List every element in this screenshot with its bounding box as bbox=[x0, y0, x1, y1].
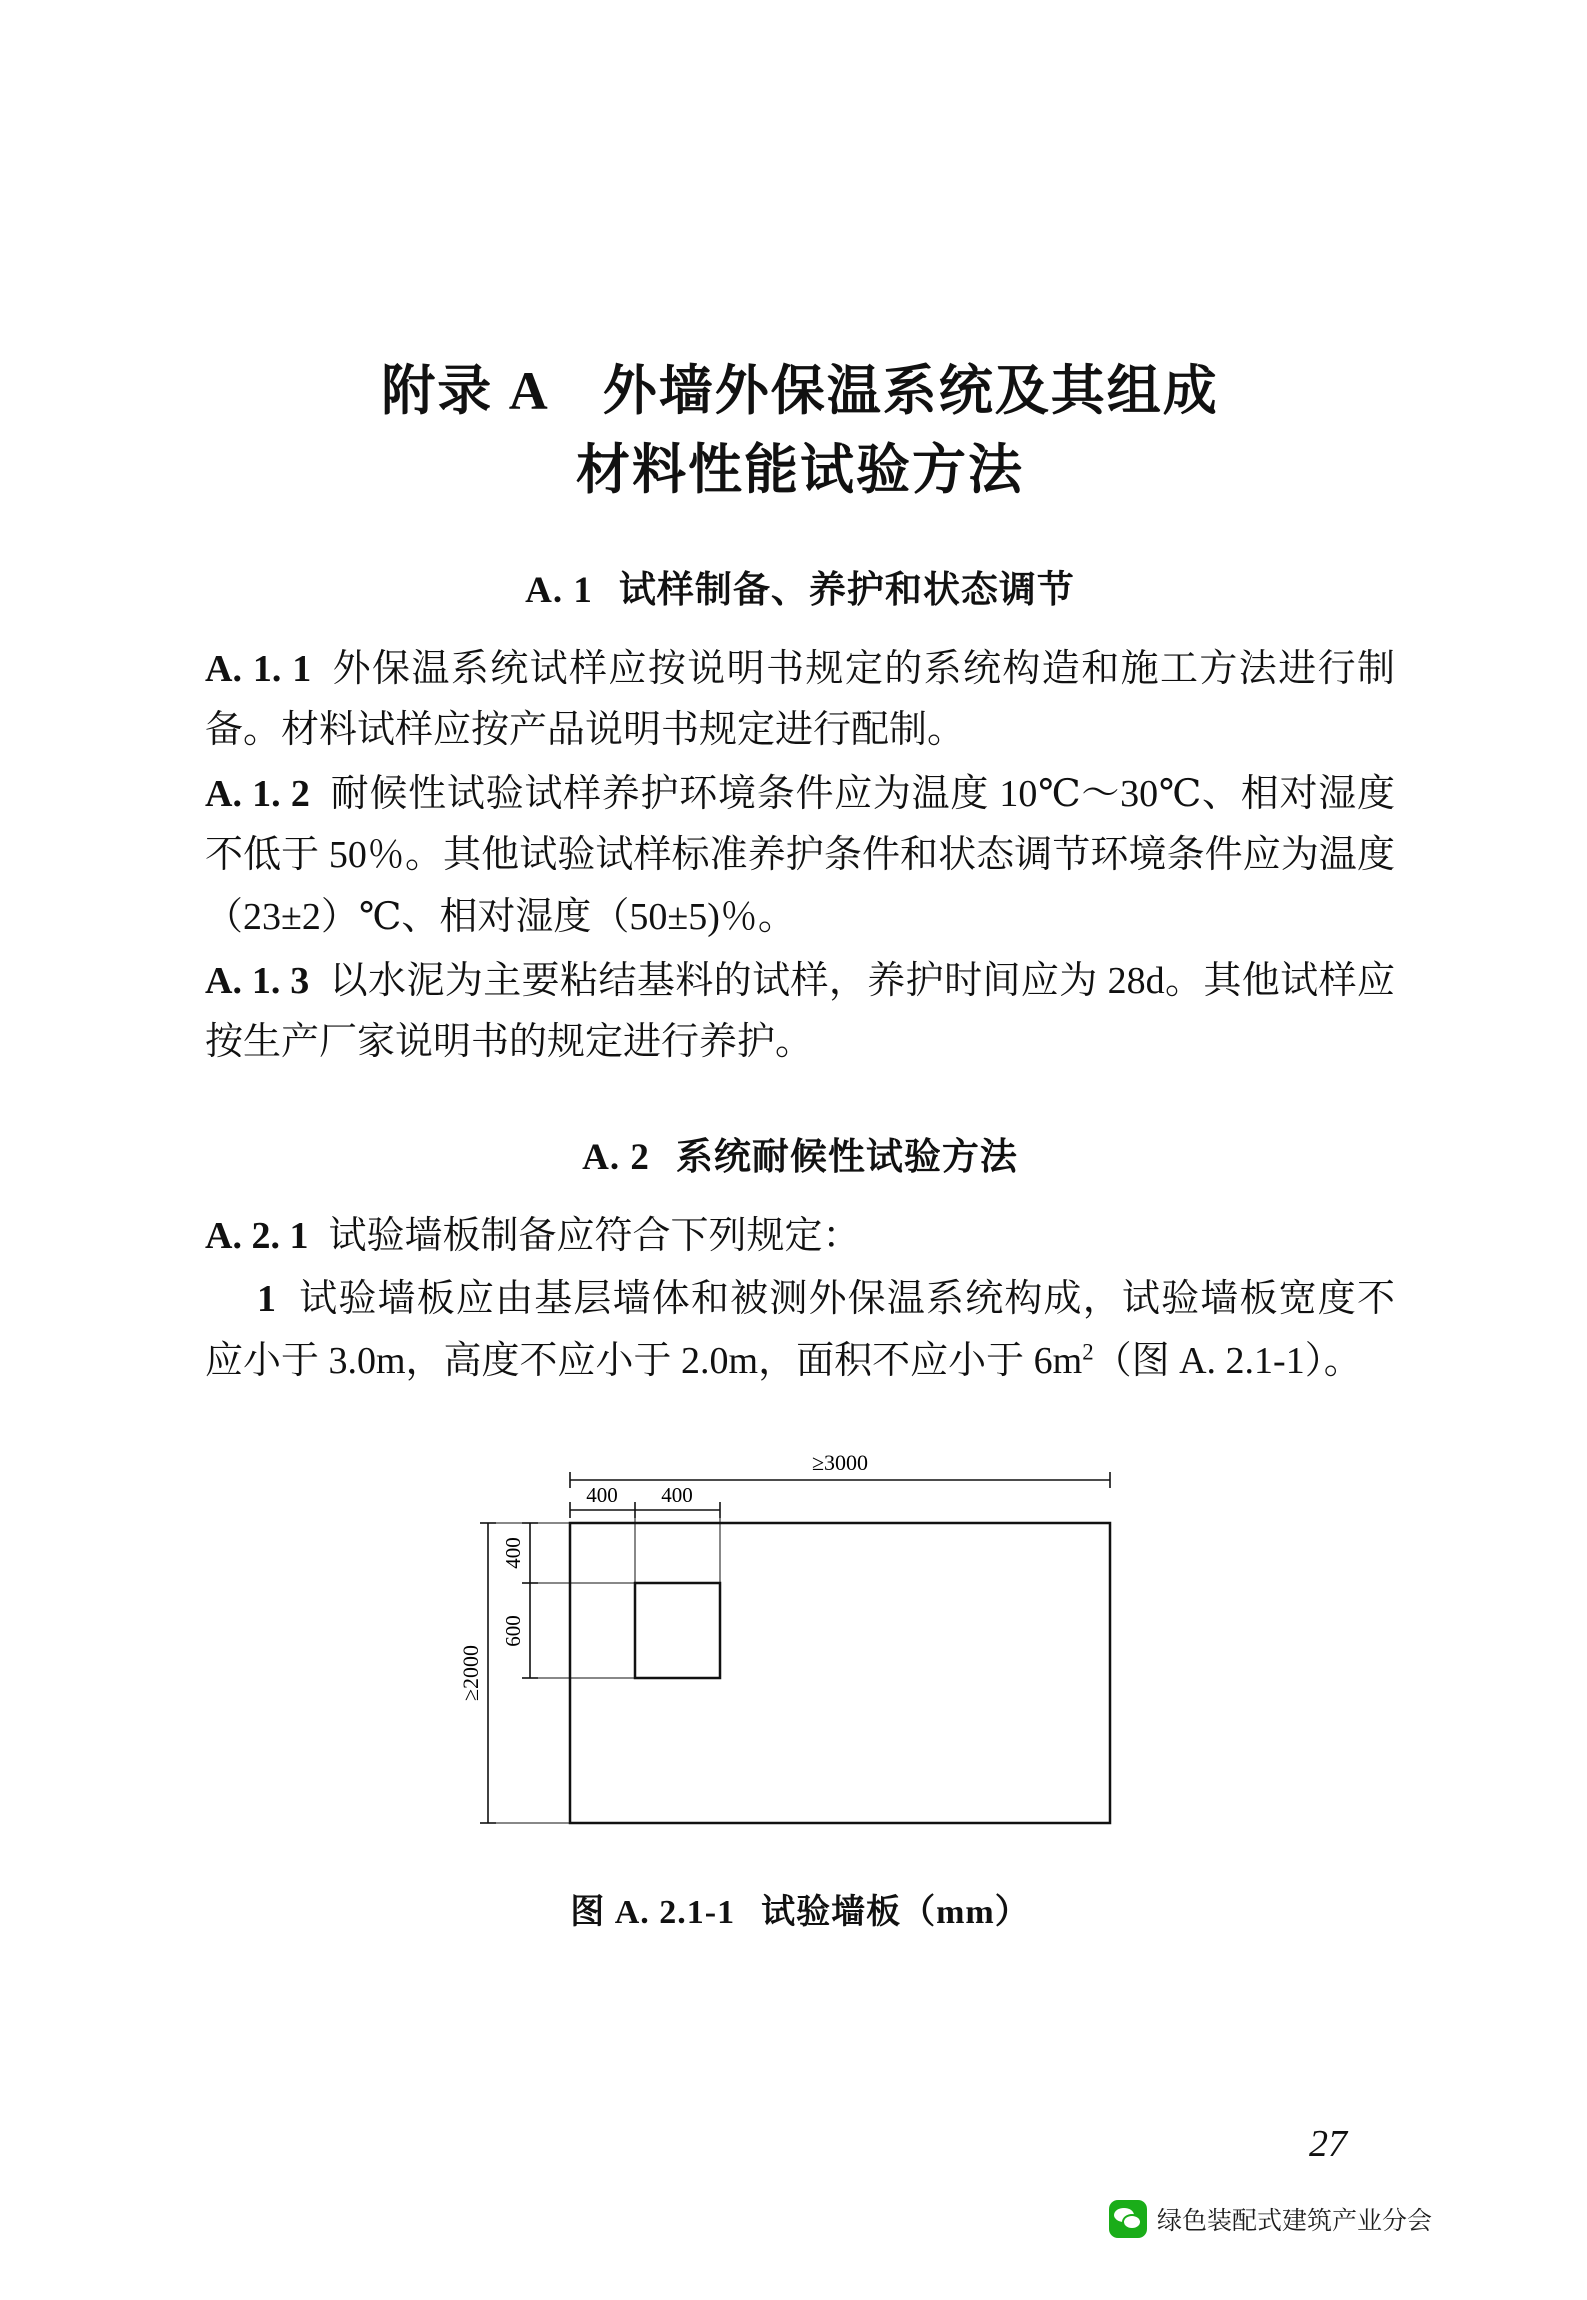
clause-number-a-1-1: A. 1. 1 bbox=[205, 647, 312, 690]
section-heading-a1 bbox=[205, 559, 1395, 613]
footer-badge bbox=[1109, 2200, 1432, 2238]
dim-label-top-400-a: 400 bbox=[586, 1483, 618, 1508]
subclause-1 bbox=[205, 1269, 1395, 1392]
clause-text-a-2-1: 试验墙板制备应符合下列规定： bbox=[328, 1214, 861, 1257]
dim-label-left-400: 400 bbox=[501, 1537, 525, 1569]
clause-text-a-1-3: 以水泥为主要粘结基料的试样，养护时间应为 28d。其他试样应按生产厂家说明书的规定进行养护。 bbox=[205, 959, 1395, 1064]
page-content bbox=[205, 355, 1395, 1932]
wechat-icon bbox=[1109, 2200, 1147, 2238]
figure-caption bbox=[205, 1884, 1395, 1933]
subclause-text-part-1: 试验墙板应由基层墙体和被测外保温系统构成，试验墙板宽度不应小于 3.0m，高度不应小于 2.0m，面积不应小于 6m bbox=[205, 1278, 1395, 1382]
wall-panel-diagram bbox=[420, 1428, 1180, 1858]
figure-caption-text: 试验墙板（mm） bbox=[761, 1894, 1030, 1932]
section-number-a2: A. 2 bbox=[582, 1136, 650, 1178]
section-title-a1: 试样制备、养护和状态调节 bbox=[618, 569, 1075, 611]
section-title-a2: 系统耐候性试验方法 bbox=[675, 1136, 1018, 1178]
appendix-title-line-2: 材料性能试验方法 bbox=[576, 439, 1024, 500]
dim-label-top-400-b: 400 bbox=[661, 1483, 693, 1508]
clause-number-a-2-1: A. 2. 1 bbox=[205, 1214, 309, 1257]
footer-badge-text: 绿色装配式建筑产业分会 bbox=[1156, 2207, 1432, 2235]
clause-text-a-1-1: 外保温系统试样应按说明书规定的系统构造和施工方法进行制备。材料试样应按产品说明书规定进行配制。 bbox=[205, 647, 1395, 752]
clause-a-1-3 bbox=[205, 951, 1395, 1074]
appendix-title-line-1: 附录 A 外墙外保温系统及其组成 bbox=[381, 361, 1219, 421]
wall-panel-outline bbox=[570, 1523, 1110, 1823]
clause-number-a-1-3: A. 1. 3 bbox=[205, 959, 310, 1002]
clause-a-2-1 bbox=[205, 1206, 1395, 1268]
clause-a-1-2 bbox=[205, 764, 1395, 949]
section-heading-a2 bbox=[205, 1126, 1395, 1180]
dim-label-left-600: 600 bbox=[501, 1615, 525, 1647]
dim-label-top-overall: ≥3000 bbox=[811, 1450, 869, 1476]
page-number: 27 bbox=[1309, 2123, 1347, 2165]
clause-text-a-1-2: 耐候性试验试样养护环境条件应为温度 10℃～30℃、相对湿度不低于 50％。其他试验试样标准养护条件和状态调节环境条件应为温度（23±2）℃、相对湿度（50±5)％。 bbox=[205, 772, 1395, 938]
subclause-number-1: 1 bbox=[257, 1278, 276, 1321]
dim-label-left-overall: ≥2000 bbox=[458, 1645, 483, 1702]
page-title bbox=[205, 355, 1395, 507]
clause-number-a-1-2: A. 1. 2 bbox=[205, 772, 310, 815]
figure-a-2-1-1 bbox=[205, 1428, 1395, 1932]
subclause-text-part-2: （图 A. 2.1-1）。 bbox=[1093, 1339, 1362, 1382]
window-opening-outline bbox=[635, 1583, 720, 1678]
clause-a-1-1 bbox=[205, 639, 1395, 762]
subclause-superscript: 2 bbox=[1082, 1339, 1094, 1365]
figure-caption-number: 图 A. 2.1-1 bbox=[570, 1894, 736, 1932]
section-number-a1: A. 1 bbox=[525, 569, 593, 611]
